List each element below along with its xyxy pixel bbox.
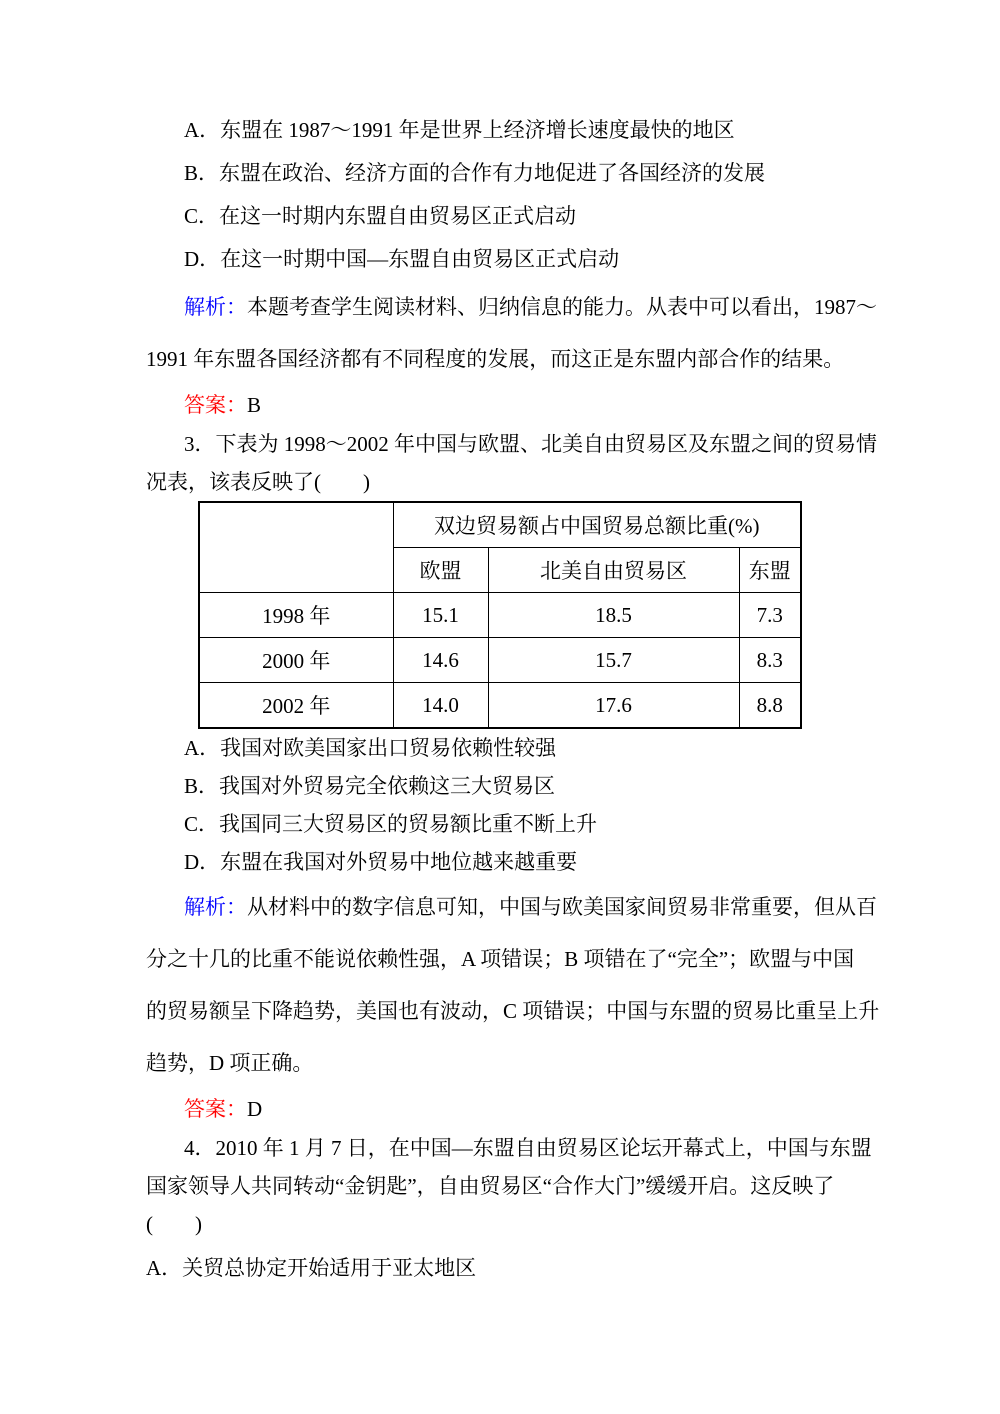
- table-row: [199, 638, 801, 683]
- table-year-cell: 2000 年: [199, 638, 393, 683]
- q3-answer: [146, 1089, 864, 1129]
- table-value-cell: 18.5: [488, 593, 739, 638]
- answer-label: 答案：: [184, 393, 247, 417]
- table-row: [199, 502, 801, 548]
- analysis-text: 本题考查学生阅读材料、归纳信息的能力。从表中可以看出，1987～: [247, 295, 877, 319]
- q2-analysis: [146, 281, 877, 385]
- q3-analysis-line-3: 的贸易额呈下降趋势，美国也有波动，C 项错误；中国与东盟的贸易比重呈上升: [146, 999, 880, 1023]
- table-value-cell: 14.0: [393, 683, 488, 729]
- q3-analysis-line-1: [146, 881, 877, 933]
- answer-value: B: [247, 393, 262, 417]
- q4-option-a: A．关贸总协定开始适用于亚太地区: [146, 1256, 477, 1280]
- table-value-cell: 7.3: [739, 593, 801, 638]
- q2-option-c: C．在这一时期内东盟自由贸易区正式启动: [184, 204, 577, 228]
- table-value-cell: 15.1: [393, 593, 488, 638]
- q2-option-a: A．东盟在 1987～1991 年是世界上经济增长速度最快的地区: [184, 118, 735, 142]
- q2-option-b: B．东盟在政治、经济方面的合作有力地促进了各国经济的发展: [184, 161, 766, 185]
- q2-analysis-line-2: 1991 年东盟各国经济都有不同程度的发展，而这正是东盟内部合作的结果。: [146, 347, 845, 371]
- table-row: [199, 593, 801, 638]
- analysis-label: 解析：: [184, 895, 247, 919]
- table-value-cell: 14.6: [393, 638, 488, 683]
- q2-options: [146, 109, 864, 281]
- q3-option-a: A．我国对欧美国家出口贸易依赖性较强: [184, 736, 557, 760]
- table-corner-cell: [199, 502, 393, 593]
- q3-analysis: [146, 881, 880, 1089]
- q3-analysis-line-4: 趋势，D 项正确。: [146, 1051, 314, 1075]
- q4-stem-line-2: 国家领导人共同转动“金钥匙”，自由贸易区“合作大门”缓缓开启。这反映了: [146, 1174, 835, 1198]
- table-value-cell: 17.6: [488, 683, 739, 729]
- answer-label: 答案：: [184, 1097, 247, 1121]
- table-year-cell: 1998 年: [199, 593, 393, 638]
- q2-analysis-line-1: [146, 281, 877, 333]
- q3-stem: [146, 425, 877, 501]
- table-year-cell: 2002 年: [199, 683, 393, 729]
- analysis-label: 解析：: [184, 295, 247, 319]
- q4-stem: [146, 1129, 872, 1243]
- table-col-header-eu: 欧盟: [393, 548, 488, 593]
- trade-table: [198, 501, 802, 729]
- answer-value: D: [247, 1097, 263, 1121]
- q4-stem-line-1: 4．2010 年 1 月 7 日，在中国—东盟自由贸易区论坛开幕式上，中国与东盟: [184, 1136, 872, 1160]
- q3-option-b: B．我国对外贸易完全依赖这三大贸易区: [184, 774, 556, 798]
- table-value-cell: 15.7: [488, 638, 739, 683]
- table-value-cell: 8.8: [739, 683, 801, 729]
- q3-stem-line-2: 况表，该表反映了( ): [146, 470, 370, 494]
- q3-option-c: C．我国同三大贸易区的贸易额比重不断上升: [184, 812, 598, 836]
- table-col-header-asean: 东盟: [739, 548, 801, 593]
- q3-options: [146, 729, 864, 881]
- table-row: [199, 683, 801, 729]
- table-span-header: 双边贸易额占中国贸易总额比重(%): [393, 502, 801, 548]
- table-col-header-nafta: 北美自由贸易区: [488, 548, 739, 593]
- q3-analysis-line-2: 分之十几的比重不能说依赖性强，A 项错误；B 项错在了“完全”；欧盟与中国: [146, 947, 855, 971]
- analysis-text: 从材料中的数字信息可知，中国与欧美国家间贸易非常重要，但从百: [247, 895, 877, 919]
- q3-option-d: D．东盟在我国对外贸易中地位越来越重要: [184, 850, 578, 874]
- q2-option-d: D．在这一时期中国—东盟自由贸易区正式启动: [184, 247, 620, 271]
- q2-answer: [146, 385, 864, 425]
- q4-stem-line-3: ( ): [146, 1212, 202, 1236]
- q3-stem-line-1: 3．下表为 1998～2002 年中国与欧盟、北美自由贸易区及东盟之间的贸易情: [184, 432, 877, 456]
- table-value-cell: 8.3: [739, 638, 801, 683]
